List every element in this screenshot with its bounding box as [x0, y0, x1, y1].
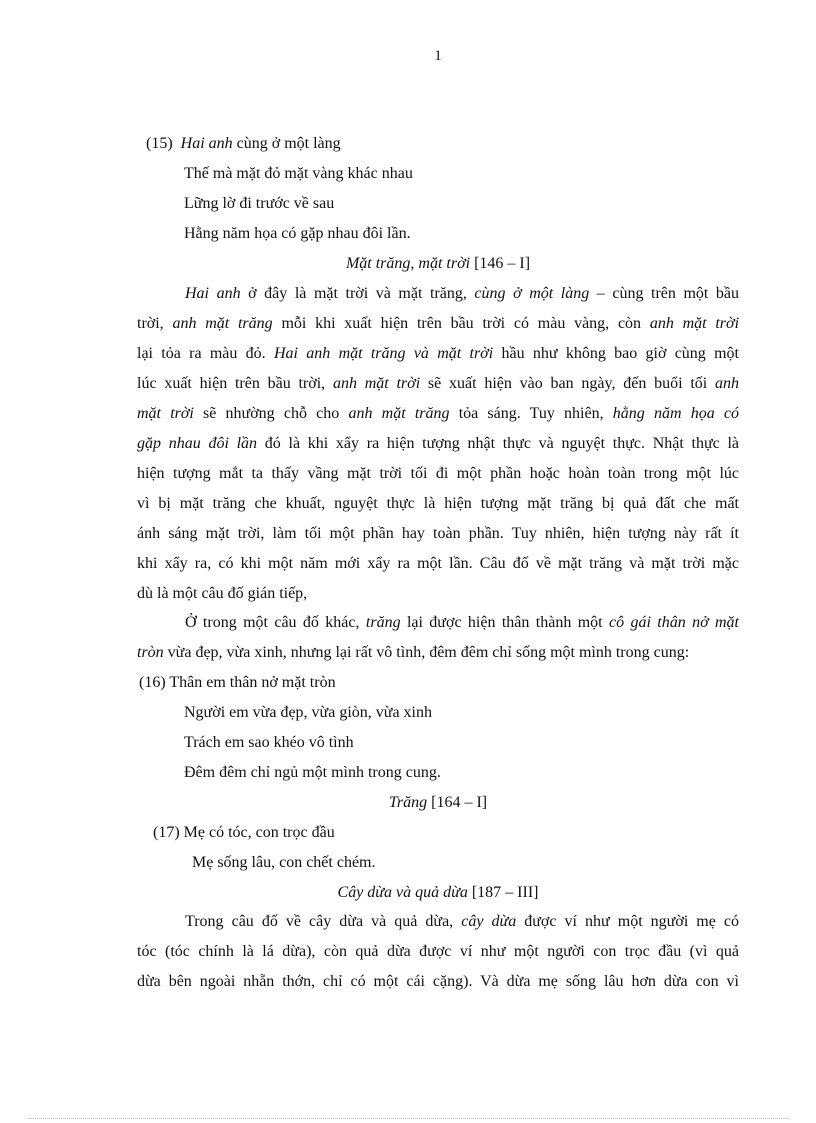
para1-seg: tỏa sáng. Tuy nhiên,: [449, 405, 613, 422]
para1-seg: anh mặt trời: [649, 315, 740, 332]
para1-seg: cùng ở một làng: [474, 285, 590, 302]
riddle-15-line-4: Hằng năm họa có gặp nhau đôi lần.: [184, 225, 411, 242]
riddle-15-answer-text: Mặt trăng, mặt trời: [345, 255, 471, 272]
riddle-17-line-2: Mẹ sống lâu, con chết chém.: [192, 854, 376, 871]
page-number: 1: [434, 48, 442, 64]
para1-seg: mỗi khi xuất hiện trên bầu trời có màu vàng, còn: [272, 315, 650, 332]
riddle-17-answer: [0, 883, 816, 903]
para1-seg: sẽ nhường chỗ cho: [193, 405, 349, 422]
para1-line-3: [137, 344, 739, 364]
para1-line-2: [137, 314, 739, 334]
para3-seg: được ví như một người mẹ có: [516, 913, 739, 930]
para1-seg: anh: [715, 375, 739, 392]
para3-seg: Trong câu đố về cây dừa và quả dừa,: [185, 913, 462, 930]
para1-line-8: vì bị mặt trăng che khuất, nguyệt thực là hiện tượng mặt trăng bị quả đất che mất: [137, 495, 739, 512]
para1-seg: Hai anh: [185, 285, 241, 302]
riddle-16-answer: [0, 793, 816, 813]
riddle-15-title: Hai anh: [180, 135, 233, 152]
para1-seg: hầu như không bao giờ cùng một: [493, 345, 739, 362]
para2-line-1: [185, 613, 739, 633]
riddle-16-line-1: (16) Thân em thân nở mặt tròn: [139, 674, 336, 691]
para1-seg: gặp nhau đôi lần: [137, 435, 258, 452]
riddle-15-line-3: Lững lờ đi trước về sau: [184, 195, 335, 212]
page-bottom-divider: [28, 1118, 788, 1119]
riddle-15-line-2: Thế mà mặt đỏ mặt vàng khác nhau: [184, 165, 413, 182]
para3-line-2: tóc (tóc chính là lá dừa), còn quả dừa được ví như một người con trọc đầu (vì quả: [137, 943, 739, 960]
para1-seg: trời,: [137, 315, 173, 332]
para1-seg: – cùng trên một bầu: [589, 285, 740, 302]
riddle-17-line-1: (17) Mẹ có tóc, con trọc đầu: [153, 824, 335, 841]
para1-line-7: hiện tượng mắt ta thấy vầng mặt trời tối đi một phần hoặc hoàn toàn trong một lúc: [137, 465, 739, 482]
para3-line-3: dừa bên ngoài nhẵn thớn, chỉ có một cái cặng). Và dừa mẹ sống lâu hơn dừa con vì: [137, 973, 739, 990]
para1-line-6: [137, 434, 739, 454]
para1-seg: anh mặt trăng: [348, 405, 450, 422]
para1-seg: Hai anh mặt trăng và mặt trời: [273, 345, 494, 362]
para2-line-2: [137, 643, 689, 663]
para1-line-4: [137, 374, 739, 394]
para1-line-1: [185, 284, 739, 304]
riddle-15-line-1-rest: cùng ở một làng: [232, 135, 341, 152]
para2-seg: cô gái thân nở mặt: [608, 614, 740, 631]
para1-line-10: khi xẩy ra, có khi một năm mới xẩy ra một lần. Câu đố về mặt trăng và mặt trời mặc: [137, 555, 739, 572]
para1-seg: hằng năm họa có: [612, 405, 739, 422]
riddle-15-source: [146 – I]: [470, 255, 531, 272]
riddle-16-line-3: Trách em sao khéo vô tình: [184, 734, 354, 751]
riddle-17-source: [187 – III]: [467, 884, 539, 901]
para3-line-1: [185, 912, 739, 932]
para3-seg: cây dừa: [461, 913, 517, 930]
riddle-17-answer-text: Cây dừa và quả dừa: [337, 884, 468, 901]
para2-seg: trăng: [365, 614, 401, 631]
para1-seg: lúc xuất hiện trên bầu trời,: [137, 375, 333, 392]
para2-seg: vừa đẹp, vừa xinh, nhưng lại rất vô tình, đêm đêm chỉ sống một mình trong cung:: [163, 644, 690, 661]
para2-seg: lại được hiện thân thành một: [400, 614, 609, 631]
riddle-15-answer: [0, 254, 816, 274]
para1-seg: sẽ xuất hiện vào ban ngày, đến buổi tối: [420, 375, 715, 392]
riddle-16-source: [164 – I]: [427, 794, 488, 811]
para1-seg: đó là khi xẩy ra hiện tượng nhật thực và nguyệt thực. Nhật thực là: [257, 435, 740, 452]
para1-seg: mặt trời: [137, 405, 194, 422]
para2-seg: Ở trong một câu đố khác,: [185, 614, 366, 631]
para1-seg: anh mặt trời: [332, 375, 421, 392]
para2-seg: tròn: [137, 644, 164, 661]
para1-line-11: dù là một câu đố gián tiếp,: [137, 585, 308, 602]
riddle-15-number: (15): [146, 135, 173, 152]
riddle-15-line-1: [146, 134, 341, 154]
riddle-16-line-2: Người em vừa đẹp, vừa giòn, vừa xinh: [184, 704, 432, 721]
para1-seg: lại tỏa ra màu đỏ.: [137, 345, 274, 362]
riddle-16-answer-text: Trăng: [388, 794, 428, 811]
para1-line-9: ánh sáng mặt trời, làm tối một phần hay toàn phần. Tuy nhiên, hiện tượng này rất ít: [137, 525, 739, 542]
para1-seg: anh mặt trăng: [172, 315, 273, 332]
para1-line-5: [137, 404, 739, 424]
riddle-16-line-4: Đêm đêm chỉ ngủ một mình trong cung.: [184, 764, 441, 781]
para1-seg: ở đây là mặt trời và mặt trăng,: [240, 285, 475, 302]
